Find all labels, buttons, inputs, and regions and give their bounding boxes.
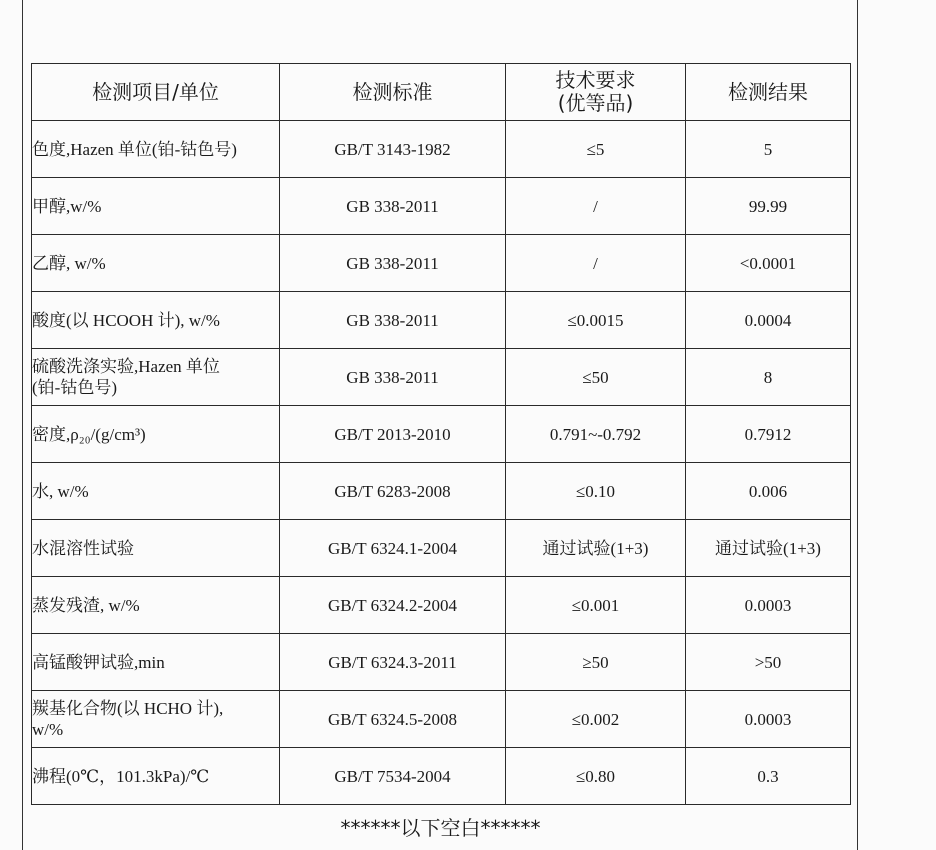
test-result-cell: 8 <box>686 349 851 406</box>
test-item-cell: 酸度(以 HCOOH 计), w/% <box>32 292 280 349</box>
test-standard-cell: GB/T 3143-1982 <box>280 121 506 178</box>
test-standard-cell: GB 338-2011 <box>280 235 506 292</box>
test-item-cell: 乙醇, w/% <box>32 235 280 292</box>
table-row <box>32 406 851 463</box>
test-item-cell: 羰基化合物(以 HCHO 计), w/% <box>32 691 280 748</box>
test-standard-cell: GB 338-2011 <box>280 178 506 235</box>
table-row <box>32 463 851 520</box>
test-result-cell: 0.7912 <box>686 406 851 463</box>
test-standard-cell: GB/T 7534-2004 <box>280 748 506 805</box>
table-row <box>32 520 851 577</box>
technical-requirement-cell: ≤0.001 <box>506 577 686 634</box>
header-test-result: 检测结果 <box>686 64 851 121</box>
test-item-cell: 水混溶性试验 <box>32 520 280 577</box>
test-result-cell: 0.3 <box>686 748 851 805</box>
test-standard-cell: GB/T 6324.2-2004 <box>280 577 506 634</box>
test-item-cell: 硫酸洗涤实验,Hazen 单位 (铂-钴色号) <box>32 349 280 406</box>
table-row <box>32 349 851 406</box>
table-row <box>32 178 851 235</box>
table-row <box>32 577 851 634</box>
test-standard-cell: GB 338-2011 <box>280 349 506 406</box>
table-row <box>32 691 851 748</box>
test-standard-cell: GB/T 6324.5-2008 <box>280 691 506 748</box>
test-result-cell: <0.0001 <box>686 235 851 292</box>
technical-requirement-cell: ≥50 <box>506 634 686 691</box>
test-item-cell: 色度,Hazen 单位(铂-钴色号) <box>32 121 280 178</box>
test-result-cell: 通过试验(1+3) <box>686 520 851 577</box>
header-test-item: 检测项目/单位 <box>32 64 280 121</box>
test-result-cell: 99.99 <box>686 178 851 235</box>
test-result-cell: 0.006 <box>686 463 851 520</box>
test-standard-cell: GB/T 2013-2010 <box>280 406 506 463</box>
header-technical-requirement-text: 技术要求 (优等品) <box>555 68 636 115</box>
header-technical-requirement <box>506 64 686 121</box>
technical-requirement-cell: ≤0.0015 <box>506 292 686 349</box>
technical-requirement-cell: ≤0.80 <box>506 748 686 805</box>
test-item-cell: 蒸发残渣, w/% <box>32 577 280 634</box>
end-of-content-note: ******以下空白****** <box>340 816 541 840</box>
test-result-cell: >50 <box>686 634 851 691</box>
test-result-cell: 5 <box>686 121 851 178</box>
table-row <box>32 634 851 691</box>
technical-requirement-cell: ≤0.002 <box>506 691 686 748</box>
table-row <box>32 235 851 292</box>
technical-requirement-cell: ≤5 <box>506 121 686 178</box>
technical-requirement-cell: / <box>506 178 686 235</box>
test-item-cell: 密度,ρ₂₀/(g/cm³) <box>32 406 280 463</box>
test-result-cell: 0.0003 <box>686 691 851 748</box>
header-test-standard: 检测标准 <box>280 64 506 121</box>
test-item-cell: 沸程(0℃，101.3kPa)/℃ <box>32 748 280 805</box>
test-standard-cell: GB/T 6283-2008 <box>280 463 506 520</box>
technical-requirement-cell: / <box>506 235 686 292</box>
test-result-cell: 0.0003 <box>686 577 851 634</box>
technical-requirement-cell: ≤50 <box>506 349 686 406</box>
test-standard-cell: GB 338-2011 <box>280 292 506 349</box>
table-row <box>32 292 851 349</box>
test-standard-cell: GB/T 6324.3-2011 <box>280 634 506 691</box>
technical-requirement-cell: 通过试验(1+3) <box>506 520 686 577</box>
test-result-cell: 0.0004 <box>686 292 851 349</box>
table-header-row <box>32 64 851 121</box>
test-item-cell: 高锰酸钾试验,min <box>32 634 280 691</box>
test-results-table <box>31 63 851 805</box>
table-row <box>32 121 851 178</box>
test-standard-cell: GB/T 6324.1-2004 <box>280 520 506 577</box>
table-row <box>32 748 851 805</box>
technical-requirement-cell: 0.791~-0.792 <box>506 406 686 463</box>
technical-requirement-cell: ≤0.10 <box>506 463 686 520</box>
test-item-cell: 水, w/% <box>32 463 280 520</box>
test-item-cell: 甲醇,w/% <box>32 178 280 235</box>
